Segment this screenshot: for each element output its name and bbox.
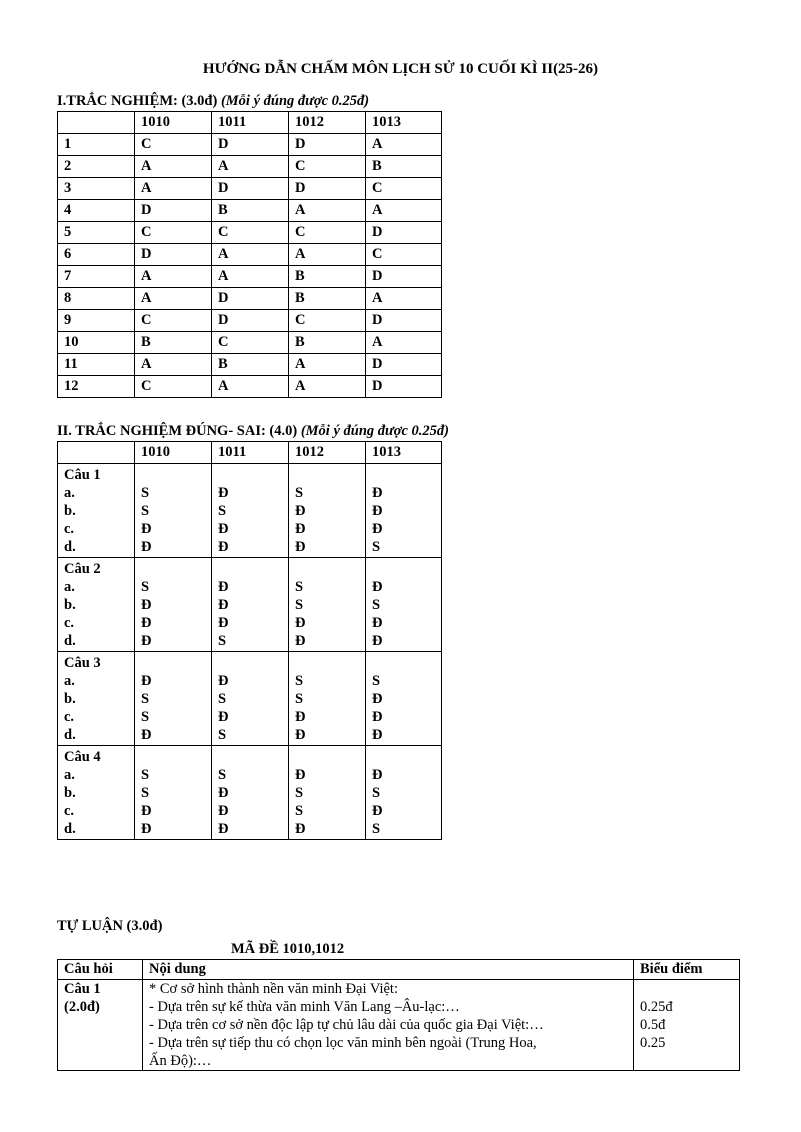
answer-cell: C [135, 310, 212, 332]
true-false-table [57, 441, 442, 840]
content-line: - Dựa trên sự tiếp thu có chọn lọc văn minh bên ngoài (Trung Hoa, [149, 1035, 537, 1051]
answer-cell: A [212, 376, 289, 398]
answer-cell: B [212, 200, 289, 222]
header-code: 1010 [135, 112, 212, 134]
answer-cell: Đ [218, 821, 229, 837]
question-number: 2 [58, 156, 135, 178]
item-label: a. [64, 485, 75, 501]
answer-cell: Đ [372, 503, 383, 519]
answer-cell: A [366, 134, 442, 156]
question-number: 9 [58, 310, 135, 332]
table-row [58, 178, 442, 200]
header-code: 1012 [289, 442, 366, 464]
header-score: Biểu điểm [634, 960, 740, 980]
answer-column [212, 558, 289, 652]
answer-cell: A [212, 156, 289, 178]
essay-table [57, 959, 740, 1071]
answer-cell: S [372, 597, 381, 613]
answer-cell: Đ [295, 521, 306, 537]
answer-cell: S [295, 579, 304, 595]
answer-cell: Đ [218, 485, 229, 501]
question-number: 8 [58, 288, 135, 310]
question-number: 7 [58, 266, 135, 288]
answer-cell: Đ [218, 579, 229, 595]
answer-column [212, 652, 289, 746]
question-points: (2.0đ) [64, 999, 100, 1015]
question-cell [58, 980, 143, 1071]
table-row [58, 332, 442, 354]
answer-column [135, 652, 212, 746]
table-row [58, 980, 740, 1071]
answer-cell: A [366, 332, 442, 354]
answer-cell: S [372, 785, 381, 801]
item-label: d. [64, 539, 76, 555]
question-label: Câu 3 [64, 655, 101, 671]
answer-cell: A [135, 266, 212, 288]
answer-cell: D [366, 376, 442, 398]
table-row [58, 222, 442, 244]
table-row [58, 376, 442, 398]
question-label: Câu 1 [64, 467, 101, 483]
item-label: d. [64, 727, 76, 743]
answer-cell: Đ [141, 727, 152, 743]
answer-cell: S [295, 485, 304, 501]
item-label: b. [64, 785, 76, 801]
question-number: 6 [58, 244, 135, 266]
item-label: a. [64, 673, 75, 689]
answer-cell: S [218, 691, 227, 707]
answer-cell: S [141, 503, 150, 519]
answer-cell: S [295, 691, 304, 707]
answer-cell: S [218, 767, 227, 783]
item-label: b. [64, 691, 76, 707]
answer-column [366, 558, 442, 652]
header-content: Nội dung [143, 960, 634, 980]
answer-cell: Đ [141, 539, 152, 555]
header-question: Câu hỏi [58, 960, 143, 980]
answer-column [366, 652, 442, 746]
answer-cell: Đ [141, 673, 152, 689]
section-1-title: I.TRẮC NGHIỆM: (3.0đ) [57, 93, 218, 109]
section-1-note: (Mỗi ý đúng được 0.25đ) [220, 93, 370, 109]
answer-cell: S [218, 727, 227, 743]
header-code: 1011 [212, 442, 289, 464]
answer-cell: D [289, 178, 366, 200]
answer-cell: Đ [218, 709, 229, 725]
section-2-heading [57, 423, 449, 440]
table-row [58, 200, 442, 222]
section-2-title: II. TRẮC NGHIỆM ĐÚNG- SAI: (4.0) [57, 423, 298, 439]
answer-cell: B [289, 288, 366, 310]
answer-cell: Đ [372, 579, 383, 595]
answer-cell: A [289, 200, 366, 222]
table-row [58, 310, 442, 332]
item-label: d. [64, 821, 76, 837]
answer-cell: C [289, 156, 366, 178]
header-code: 1011 [212, 112, 289, 134]
question-number: 10 [58, 332, 135, 354]
answer-cell: D [212, 134, 289, 156]
score-value: 0.25đ [640, 999, 673, 1015]
item-label: a. [64, 579, 75, 595]
answer-cell: S [372, 673, 381, 689]
answer-cell: S [141, 691, 150, 707]
header-code: 1013 [366, 112, 442, 134]
content-cell [143, 980, 634, 1071]
answer-cell: A [366, 200, 442, 222]
answer-column [135, 464, 212, 558]
answer-cell: Đ [372, 727, 383, 743]
item-label: a. [64, 767, 75, 783]
answer-cell: Đ [218, 615, 229, 631]
table-row [58, 288, 442, 310]
answer-cell: Đ [372, 709, 383, 725]
question-label: Câu 4 [64, 749, 101, 765]
item-label: c. [64, 803, 75, 819]
answer-cell: Đ [218, 539, 229, 555]
answer-cell: S [295, 803, 304, 819]
answer-cell: Đ [372, 615, 383, 631]
question-cell [58, 652, 135, 746]
answer-cell: A [135, 156, 212, 178]
header-blank [58, 442, 135, 464]
answer-cell: S [372, 821, 381, 837]
answer-cell: C [135, 222, 212, 244]
answer-cell: Đ [218, 673, 229, 689]
question-block [58, 652, 442, 746]
answer-column [212, 464, 289, 558]
answer-cell: D [212, 288, 289, 310]
answer-cell: Đ [295, 539, 306, 555]
answer-column [135, 558, 212, 652]
item-label: d. [64, 633, 76, 649]
answer-cell: A [289, 244, 366, 266]
answer-cell: B [289, 266, 366, 288]
answer-cell: Đ [218, 785, 229, 801]
question-number: 11 [58, 354, 135, 376]
answer-cell: B [212, 354, 289, 376]
answer-cell: Đ [295, 503, 306, 519]
answer-cell: Đ [295, 633, 306, 649]
table-row [58, 354, 442, 376]
answer-cell: A [212, 244, 289, 266]
answer-cell: S [141, 767, 150, 783]
answer-cell: C [212, 332, 289, 354]
answer-cell: Đ [141, 597, 152, 613]
answer-cell: S [295, 673, 304, 689]
header-blank [58, 112, 135, 134]
answer-cell: S [141, 785, 150, 801]
question-label: Câu 2 [64, 561, 101, 577]
answer-cell: D [366, 222, 442, 244]
answer-cell: A [135, 288, 212, 310]
answer-cell: Đ [141, 615, 152, 631]
section-1-heading [57, 93, 369, 110]
table-header-row [58, 112, 442, 134]
answer-cell: S [141, 579, 150, 595]
answer-cell: Đ [141, 803, 152, 819]
header-code: 1010 [135, 442, 212, 464]
answer-cell: D [135, 244, 212, 266]
answer-cell: Đ [141, 521, 152, 537]
answer-cell: Đ [372, 803, 383, 819]
table-header-row [58, 442, 442, 464]
answer-cell: S [218, 503, 227, 519]
answer-cell: Đ [141, 821, 152, 837]
answer-cell: Đ [218, 803, 229, 819]
page-title: HƯỚNG DẪN CHẤM MÔN LỊCH SỬ 10 CUỐI KÌ II(25-26) [202, 61, 599, 77]
answer-cell: Đ [372, 521, 383, 537]
question-label: Câu 1 [64, 981, 101, 997]
score-value: 0.5đ [640, 1017, 666, 1033]
answer-cell: C [212, 222, 289, 244]
answer-cell: Đ [372, 485, 383, 501]
answer-cell: C [289, 310, 366, 332]
answer-cell: S [218, 633, 227, 649]
answer-cell: A [135, 178, 212, 200]
answer-cell: B [135, 332, 212, 354]
answer-cell: A [135, 354, 212, 376]
answer-cell: A [366, 288, 442, 310]
answer-cell: Đ [295, 709, 306, 725]
answer-cell: Đ [372, 767, 383, 783]
answer-cell: Đ [218, 597, 229, 613]
answer-cell: D [212, 178, 289, 200]
answer-cell: Đ [141, 633, 152, 649]
question-cell [58, 558, 135, 652]
score-cell [634, 980, 740, 1071]
item-label: c. [64, 709, 75, 725]
table-row [58, 134, 442, 156]
table-header-row [58, 960, 740, 980]
item-label: c. [64, 521, 75, 537]
answer-cell: D [366, 354, 442, 376]
question-number: 1 [58, 134, 135, 156]
answer-cell: A [212, 266, 289, 288]
answer-column [289, 746, 366, 840]
answer-column [135, 746, 212, 840]
answer-cell: Đ [295, 821, 306, 837]
answer-cell: S [372, 539, 381, 555]
content-line: Ấn Độ):… [149, 1053, 212, 1069]
answer-column [289, 464, 366, 558]
header-code: 1013 [366, 442, 442, 464]
answer-cell: A [289, 354, 366, 376]
question-number: 3 [58, 178, 135, 200]
question-number: 12 [58, 376, 135, 398]
section-3-heading: TỰ LUẬN (3.0đ) [57, 918, 163, 934]
answer-cell: Đ [295, 615, 306, 631]
header-code: 1012 [289, 112, 366, 134]
question-block [58, 746, 442, 840]
table-row [58, 266, 442, 288]
answer-column [366, 464, 442, 558]
section-2-note: (Mỗi ý đúng được 0.25đ) [300, 423, 449, 439]
question-cell [58, 464, 135, 558]
answer-cell: C [366, 178, 442, 200]
answer-column [289, 652, 366, 746]
answer-cell: S [141, 709, 150, 725]
answer-cell: C [135, 376, 212, 398]
question-cell [58, 746, 135, 840]
answer-cell: Đ [295, 727, 306, 743]
multiple-choice-table [57, 111, 442, 398]
answer-cell: Đ [372, 691, 383, 707]
question-block [58, 558, 442, 652]
answer-cell: Đ [218, 521, 229, 537]
question-number: 4 [58, 200, 135, 222]
answer-cell: Đ [372, 633, 383, 649]
answer-cell: Đ [295, 767, 306, 783]
question-block [58, 464, 442, 558]
answer-cell: S [295, 785, 304, 801]
item-label: b. [64, 597, 76, 613]
answer-cell: D [212, 310, 289, 332]
exam-code-heading: MÃ ĐỀ 1010,1012 [231, 941, 345, 957]
answer-cell: D [289, 134, 366, 156]
answer-cell: D [135, 200, 212, 222]
answer-cell: A [289, 376, 366, 398]
answer-column [366, 746, 442, 840]
item-label: c. [64, 615, 75, 631]
answer-column [212, 746, 289, 840]
content-line: - Dựa trên cơ sở nền độc lập tự chủ lâu dài của quốc gia Đại Việt:… [149, 1017, 544, 1033]
answer-cell: B [366, 156, 442, 178]
answer-cell: D [366, 310, 442, 332]
answer-cell: D [366, 266, 442, 288]
answer-cell: B [289, 332, 366, 354]
answer-cell: C [135, 134, 212, 156]
answer-cell: C [366, 244, 442, 266]
content-line: - Dựa trên sự kế thừa văn minh Văn Lang –Âu-lạc:… [149, 999, 460, 1015]
answer-cell: C [289, 222, 366, 244]
content-line: * Cơ sở hình thành nền văn minh Đại Việt: [149, 981, 398, 997]
score-value: 0.25 [640, 1035, 666, 1051]
answer-cell: S [141, 485, 150, 501]
table-row [58, 244, 442, 266]
table-row [58, 156, 442, 178]
question-number: 5 [58, 222, 135, 244]
answer-column [289, 558, 366, 652]
answer-cell: S [295, 597, 304, 613]
item-label: b. [64, 503, 76, 519]
